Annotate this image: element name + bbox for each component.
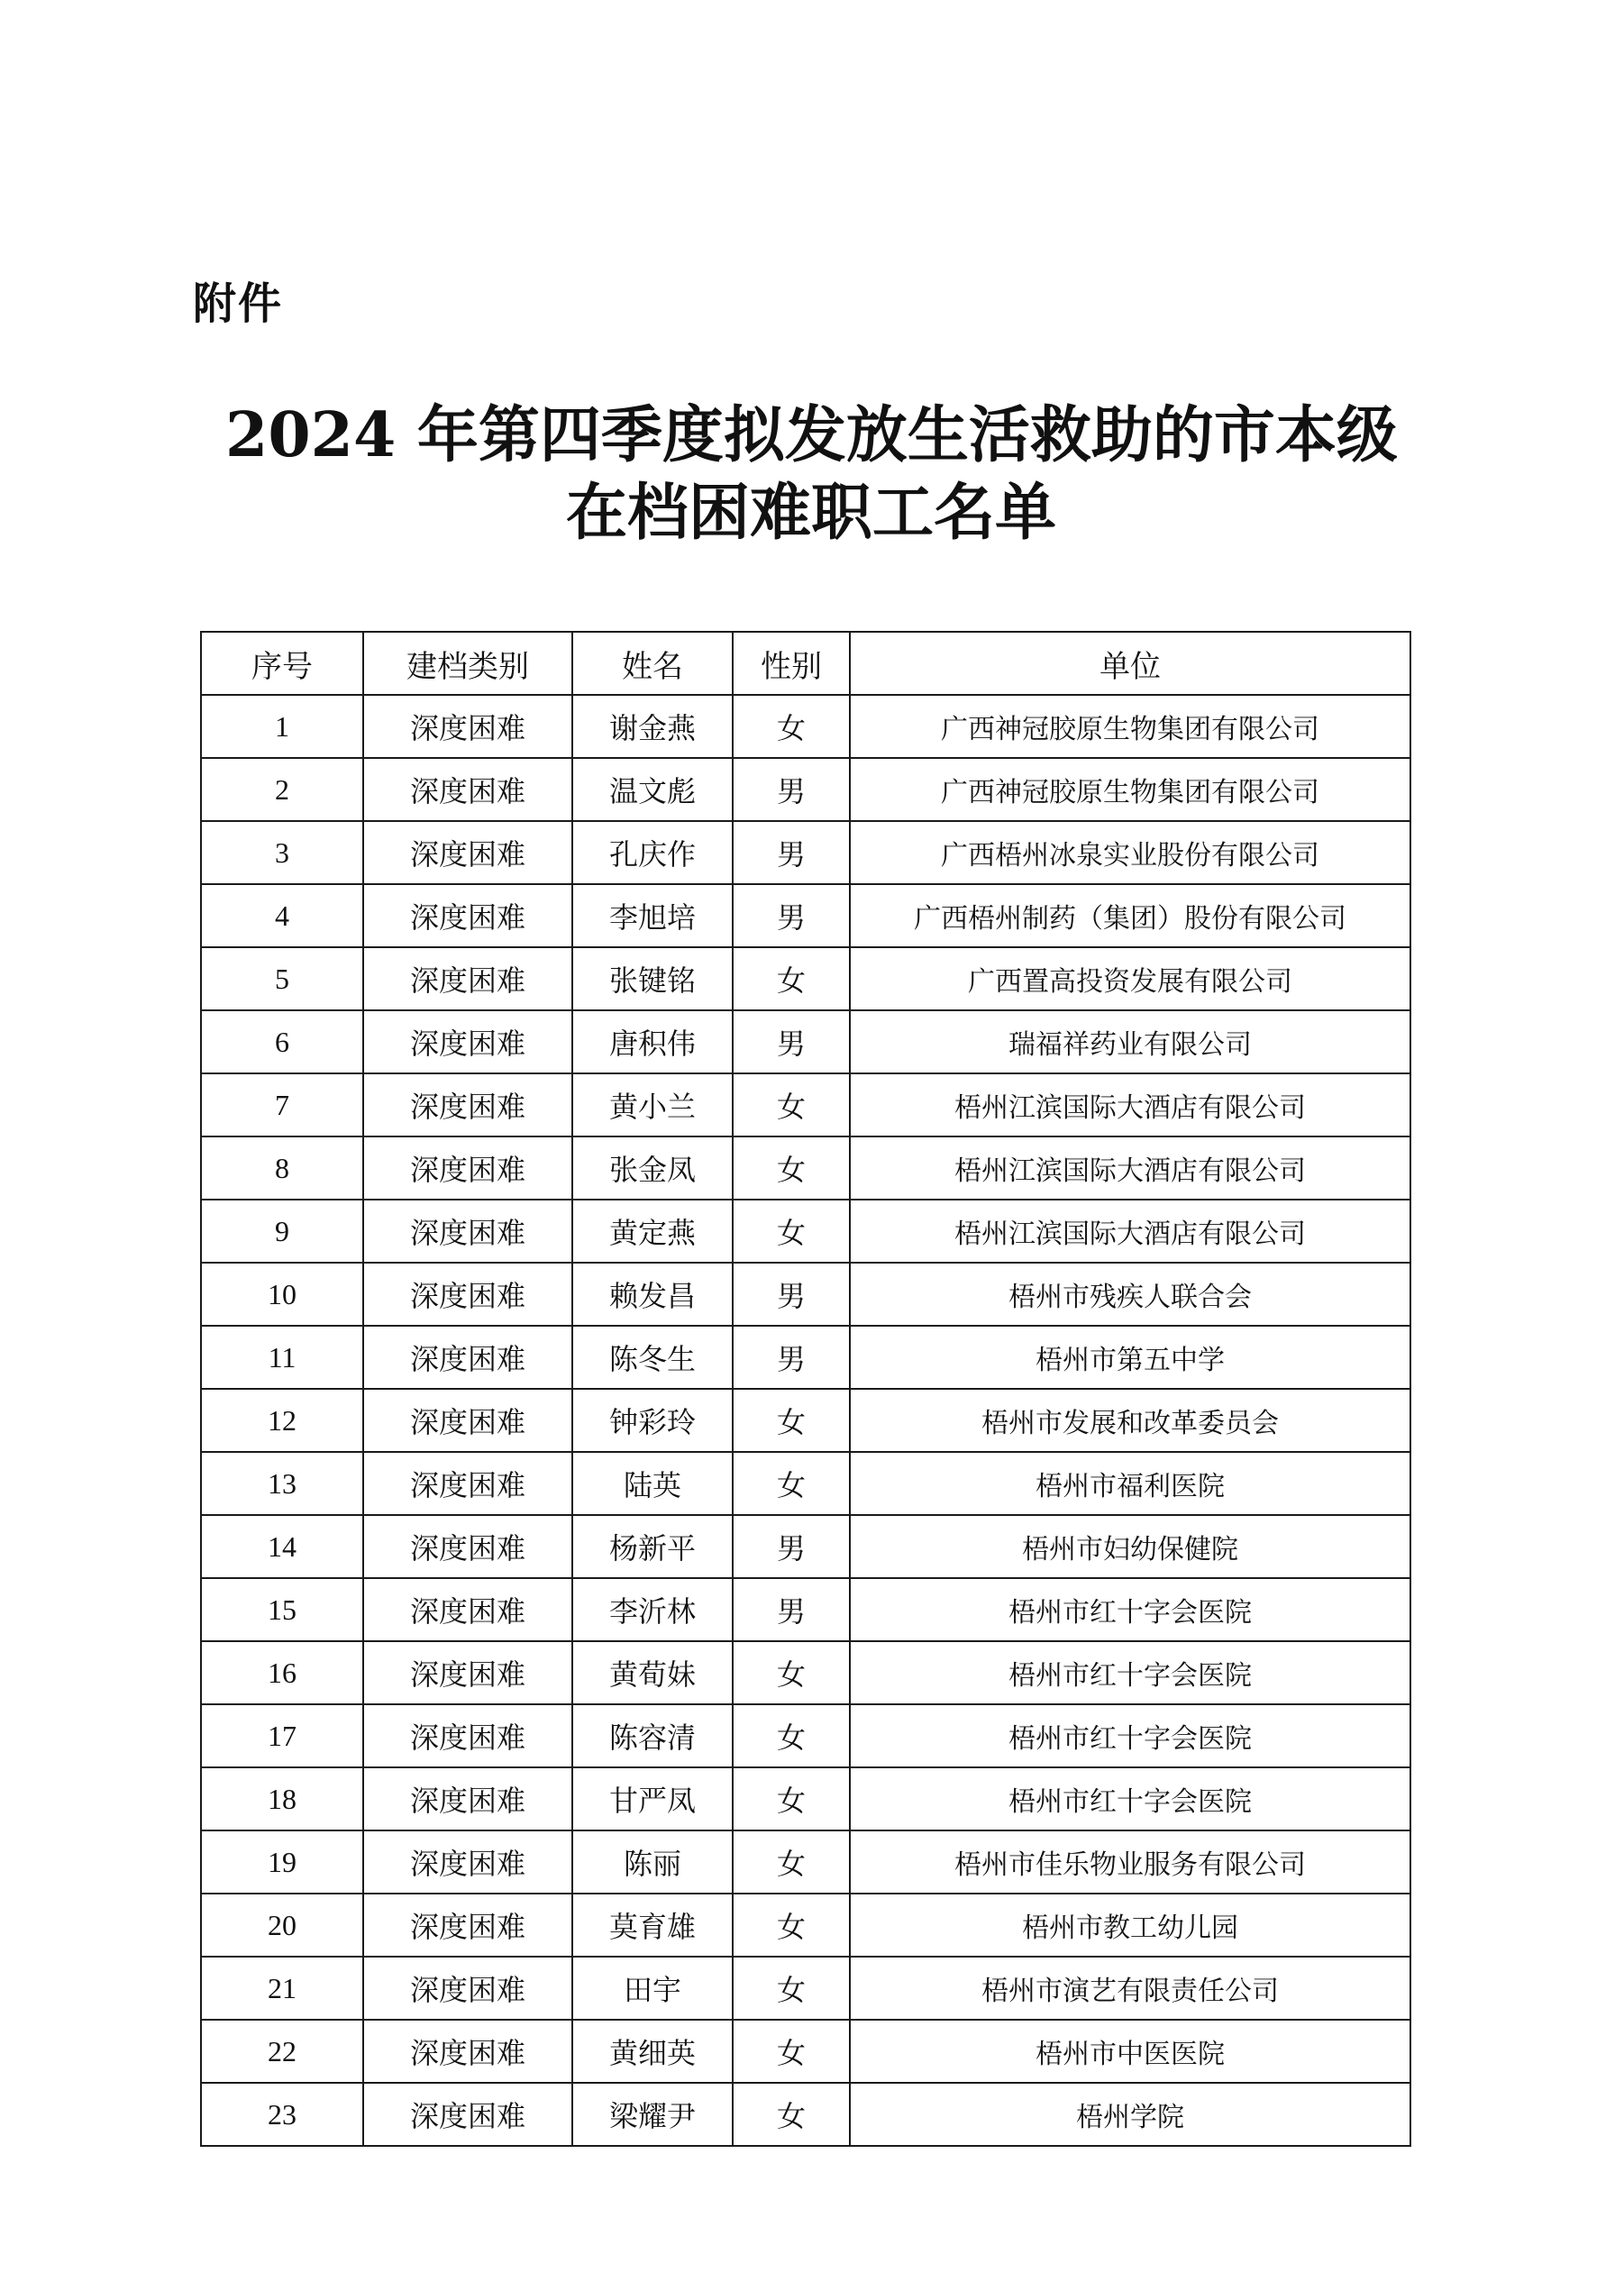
- cell-file-category: 深度困难: [363, 1010, 572, 1073]
- cell-serial-number: 20: [201, 1894, 363, 1957]
- roster-table: [200, 631, 1411, 2147]
- cell-name: 钟彩玲: [572, 1389, 733, 1452]
- document-title: [225, 397, 1397, 552]
- cell-name: 梁耀尹: [572, 2083, 733, 2146]
- cell-name: 温文彪: [572, 758, 733, 821]
- cell-file-category: 深度困难: [363, 1263, 572, 1326]
- cell-work-unit: 梧州江滨国际大酒店有限公司: [850, 1136, 1410, 1200]
- cell-work-unit: 广西神冠胶原生物集团有限公司: [850, 758, 1410, 821]
- cell-work-unit: 瑞福祥药业有限公司: [850, 1010, 1410, 1073]
- cell-file-category: 深度困难: [363, 1200, 572, 1263]
- cell-work-unit: 梧州市妇幼保健院: [850, 1515, 1410, 1578]
- cell-gender: 女: [733, 1452, 850, 1515]
- cell-serial-number: 15: [201, 1578, 363, 1641]
- cell-file-category: 深度困难: [363, 1515, 572, 1578]
- cell-file-category: 深度困难: [363, 2083, 572, 2146]
- header-gender: 性别: [733, 632, 850, 695]
- cell-gender: 女: [733, 1957, 850, 2020]
- cell-name: 唐积伟: [572, 1010, 733, 1073]
- cell-work-unit: 梧州市发展和改革委员会: [850, 1389, 1410, 1452]
- cell-name: 李沂林: [572, 1578, 733, 1641]
- cell-file-category: 深度困难: [363, 1452, 572, 1515]
- cell-file-category: 深度困难: [363, 695, 572, 758]
- table-row: [201, 1263, 1410, 1326]
- table-row: [201, 1452, 1410, 1515]
- cell-work-unit: 梧州市残疾人联合会: [850, 1263, 1410, 1326]
- cell-name: 谢金燕: [572, 695, 733, 758]
- cell-work-unit: 梧州市演艺有限责任公司: [850, 1957, 1410, 2020]
- table-header-row: [201, 632, 1410, 695]
- cell-file-category: 深度困难: [363, 2020, 572, 2083]
- table-row: [201, 1578, 1410, 1641]
- cell-gender: 男: [733, 1326, 850, 1389]
- cell-serial-number: 18: [201, 1767, 363, 1830]
- cell-serial-number: 12: [201, 1389, 363, 1452]
- cell-serial-number: 23: [201, 2083, 363, 2146]
- header-name: 姓名: [572, 632, 733, 695]
- cell-name: 孔庆作: [572, 821, 733, 884]
- cell-serial-number: 19: [201, 1830, 363, 1894]
- cell-gender: 男: [733, 821, 850, 884]
- attachment-label: 附件: [193, 278, 284, 329]
- cell-work-unit: 梧州市红十字会医院: [850, 1767, 1410, 1830]
- table-row: [201, 1515, 1410, 1578]
- table-row: [201, 1200, 1410, 1263]
- cell-name: 黄小兰: [572, 1073, 733, 1136]
- cell-gender: 女: [733, 1767, 850, 1830]
- cell-name: 陈容清: [572, 1704, 733, 1767]
- cell-file-category: 深度困难: [363, 947, 572, 1010]
- cell-serial-number: 1: [201, 695, 363, 758]
- cell-work-unit: 梧州市教工幼儿园: [850, 1894, 1410, 1957]
- cell-serial-number: 4: [201, 884, 363, 947]
- cell-gender: 女: [733, 695, 850, 758]
- cell-work-unit: 梧州学院: [850, 2083, 1410, 2146]
- table-row: [201, 758, 1410, 821]
- cell-serial-number: 3: [201, 821, 363, 884]
- cell-serial-number: 9: [201, 1200, 363, 1263]
- cell-serial-number: 21: [201, 1957, 363, 2020]
- cell-work-unit: 广西置高投资发展有限公司: [850, 947, 1410, 1010]
- cell-file-category: 深度困难: [363, 1957, 572, 2020]
- cell-name: 张键铭: [572, 947, 733, 1010]
- cell-gender: 男: [733, 1515, 850, 1578]
- cell-gender: 男: [733, 758, 850, 821]
- header-file-category: 建档类别: [363, 632, 572, 695]
- table-row: [201, 1389, 1410, 1452]
- cell-name: 张金凤: [572, 1136, 733, 1200]
- cell-serial-number: 22: [201, 2020, 363, 2083]
- cell-file-category: 深度困难: [363, 821, 572, 884]
- cell-file-category: 深度困难: [363, 1830, 572, 1894]
- cell-name: 黄荀妹: [572, 1641, 733, 1704]
- table-row: [201, 1641, 1410, 1704]
- cell-work-unit: 梧州市福利医院: [850, 1452, 1410, 1515]
- table-row: [201, 821, 1410, 884]
- cell-gender: 男: [733, 1263, 850, 1326]
- table-row: [201, 884, 1410, 947]
- roster-table-container: [200, 631, 1410, 2147]
- cell-serial-number: 2: [201, 758, 363, 821]
- cell-work-unit: 梧州市红十字会医院: [850, 1704, 1410, 1767]
- table-body: [201, 695, 1410, 2146]
- cell-gender: 女: [733, 1200, 850, 1263]
- cell-work-unit: 梧州市第五中学: [850, 1326, 1410, 1389]
- cell-work-unit: 梧州市佳乐物业服务有限公司: [850, 1830, 1410, 1894]
- cell-gender: 女: [733, 1704, 850, 1767]
- cell-work-unit: 梧州市中医医院: [850, 2020, 1410, 2083]
- header-work-unit: 单位: [850, 632, 1410, 695]
- cell-serial-number: 5: [201, 947, 363, 1010]
- cell-file-category: 深度困难: [363, 1767, 572, 1830]
- cell-name: 陈丽: [572, 1830, 733, 1894]
- cell-gender: 女: [733, 1073, 850, 1136]
- table-row: [201, 1894, 1410, 1957]
- cell-serial-number: 10: [201, 1263, 363, 1326]
- table-row: [201, 1830, 1410, 1894]
- table-row: [201, 1136, 1410, 1200]
- cell-file-category: 深度困难: [363, 1389, 572, 1452]
- cell-serial-number: 8: [201, 1136, 363, 1200]
- table-row: [201, 1010, 1410, 1073]
- cell-name: 黄细英: [572, 2020, 733, 2083]
- cell-serial-number: 6: [201, 1010, 363, 1073]
- cell-file-category: 深度困难: [363, 1326, 572, 1389]
- cell-name: 黄定燕: [572, 1200, 733, 1263]
- cell-work-unit: 广西梧州制药（集团）股份有限公司: [850, 884, 1410, 947]
- cell-name: 陆英: [572, 1452, 733, 1515]
- cell-gender: 女: [733, 2083, 850, 2146]
- cell-work-unit: 梧州江滨国际大酒店有限公司: [850, 1073, 1410, 1136]
- table-row: [201, 2020, 1410, 2083]
- cell-work-unit: 梧州江滨国际大酒店有限公司: [850, 1200, 1410, 1263]
- cell-name: 甘严凤: [572, 1767, 733, 1830]
- cell-serial-number: 16: [201, 1641, 363, 1704]
- document-title-line-2: 在档困难职工名单: [565, 477, 1056, 549]
- cell-file-category: 深度困难: [363, 1136, 572, 1200]
- cell-gender: 男: [733, 1010, 850, 1073]
- document-title-line-1: 2024 年第四季度拟发放生活救助的市本级: [225, 399, 1398, 471]
- cell-serial-number: 11: [201, 1326, 363, 1389]
- cell-gender: 女: [733, 1830, 850, 1894]
- cell-serial-number: 7: [201, 1073, 363, 1136]
- cell-work-unit: 梧州市红十字会医院: [850, 1641, 1410, 1704]
- cell-name: 李旭培: [572, 884, 733, 947]
- table-row: [201, 1326, 1410, 1389]
- header-serial-number: 序号: [201, 632, 363, 695]
- table-row: [201, 947, 1410, 1010]
- cell-gender: 男: [733, 1578, 850, 1641]
- cell-gender: 女: [733, 1136, 850, 1200]
- cell-name: 田宇: [572, 1957, 733, 2020]
- cell-file-category: 深度困难: [363, 1704, 572, 1767]
- cell-file-category: 深度困难: [363, 884, 572, 947]
- table-row: [201, 695, 1410, 758]
- cell-name: 赖发昌: [572, 1263, 733, 1326]
- cell-file-category: 深度困难: [363, 1578, 572, 1641]
- cell-name: 陈冬生: [572, 1326, 733, 1389]
- cell-serial-number: 14: [201, 1515, 363, 1578]
- cell-gender: 女: [733, 1894, 850, 1957]
- cell-file-category: 深度困难: [363, 1894, 572, 1957]
- table-row: [201, 1073, 1410, 1136]
- cell-gender: 女: [733, 1641, 850, 1704]
- cell-name: 杨新平: [572, 1515, 733, 1578]
- table-row: [201, 1704, 1410, 1767]
- cell-file-category: 深度困难: [363, 1073, 572, 1136]
- table-row: [201, 1957, 1410, 2020]
- table-row: [201, 1767, 1410, 1830]
- cell-file-category: 深度困难: [363, 758, 572, 821]
- cell-work-unit: 梧州市红十字会医院: [850, 1578, 1410, 1641]
- table-row: [201, 2083, 1410, 2146]
- cell-name: 莫育雄: [572, 1894, 733, 1957]
- cell-serial-number: 13: [201, 1452, 363, 1515]
- cell-work-unit: 广西神冠胶原生物集团有限公司: [850, 695, 1410, 758]
- cell-serial-number: 17: [201, 1704, 363, 1767]
- cell-gender: 女: [733, 1389, 850, 1452]
- cell-gender: 女: [733, 2020, 850, 2083]
- cell-gender: 男: [733, 884, 850, 947]
- cell-file-category: 深度困难: [363, 1641, 572, 1704]
- cell-gender: 女: [733, 947, 850, 1010]
- cell-work-unit: 广西梧州冰泉实业股份有限公司: [850, 821, 1410, 884]
